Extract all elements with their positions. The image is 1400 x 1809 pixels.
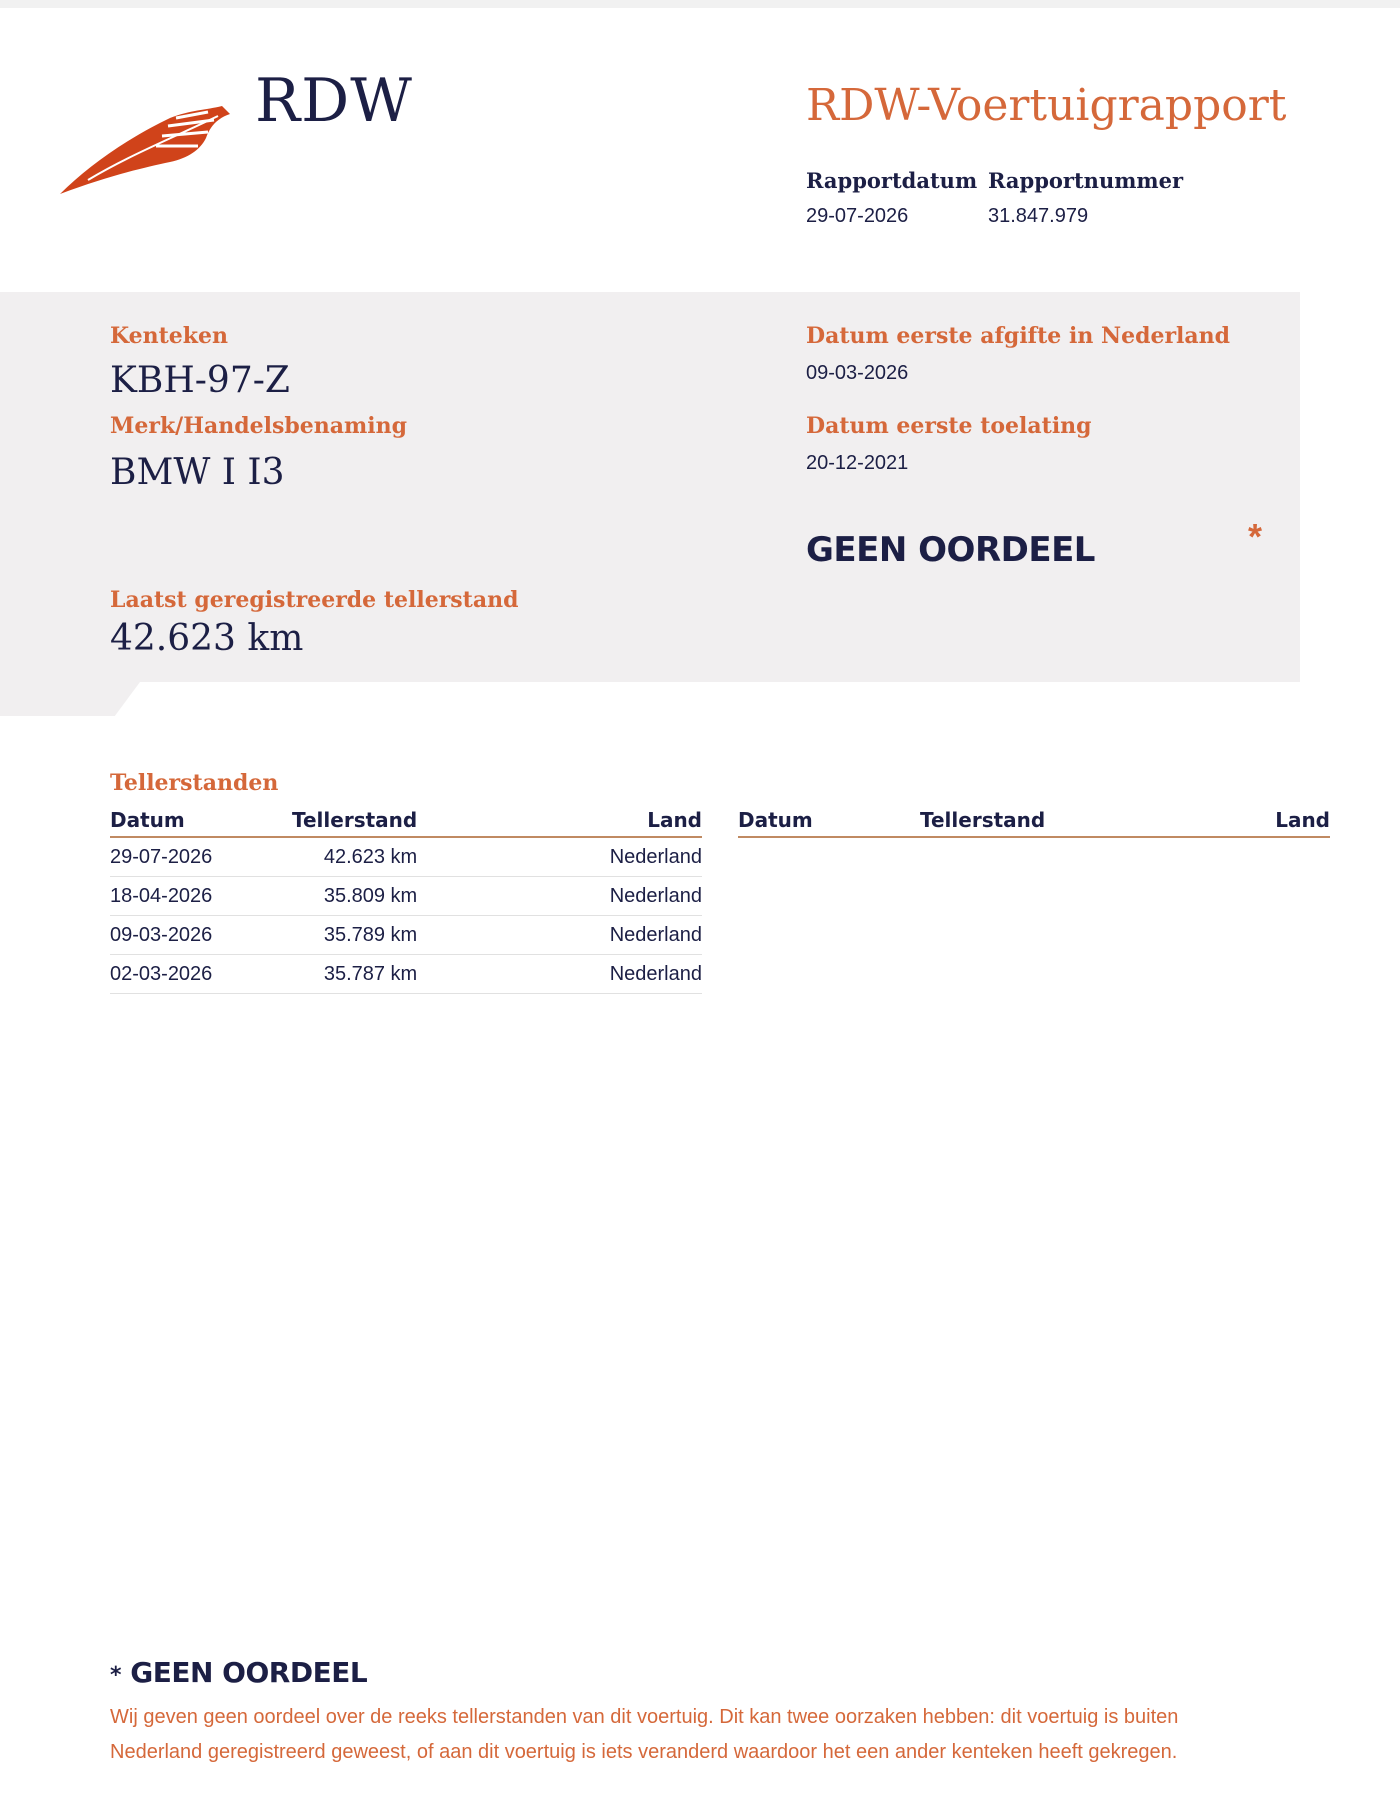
table-row — [110, 955, 702, 994]
row-km: 35.787 km — [292, 955, 417, 994]
row-km: 35.789 km — [292, 916, 417, 955]
first-admission-label: Datum eerste toelating — [806, 413, 1092, 439]
verdict-asterisk: * — [1248, 516, 1263, 557]
readings-table — [110, 806, 702, 994]
plate-value: KBH-97-Z — [110, 360, 290, 401]
report-number-label: Rapportnummer — [988, 168, 1184, 193]
row-date: 02-03-2026 — [110, 955, 292, 994]
footnote-text: Wij geven geen oordeel over de reeks tellerstanden van dit voertuig. Dit kan twee oorzaken hebben: dit voertuig is buiten Nederland geregistreerd geweest, of aan dit voertuig is iets veranderd waardoor het een ander kenteken heeft gekregen. — [110, 1706, 1179, 1763]
brand-label: Merk/Handelsbenaming — [110, 413, 408, 439]
table-header-row — [738, 806, 1330, 837]
report-date-label: Rapportdatum — [806, 168, 978, 193]
summary-panel-tab — [0, 682, 140, 716]
row-country: Nederland — [417, 955, 702, 994]
row-date: 09-03-2026 — [110, 916, 292, 955]
row-km: 42.623 km — [292, 837, 417, 877]
row-km: 35.809 km — [292, 877, 417, 916]
verdict: GEEN OORDEEL — [806, 530, 1095, 570]
odometer-value: 42.623 km — [110, 618, 304, 659]
table-row — [110, 837, 702, 877]
report-title: RDW-Voertuigrapport — [806, 80, 1287, 131]
row-date: 29-07-2026 — [110, 837, 292, 877]
col-km-header: Tellerstand — [292, 806, 417, 837]
readings-title: Tellerstanden — [110, 770, 279, 796]
plate-label: Kenteken — [110, 323, 229, 349]
table-header-row — [110, 806, 702, 837]
row-country: Nederland — [417, 877, 702, 916]
col-country-header: Land — [417, 806, 702, 837]
report-number: 31.847.979 — [988, 205, 1089, 227]
first-nl-value: 09-03-2026 — [806, 362, 909, 384]
col-km-header: Tellerstand — [920, 806, 1045, 837]
logo-text: RDW — [255, 66, 413, 136]
rdw-logo-icon — [58, 104, 233, 196]
row-country: Nederland — [417, 916, 702, 955]
first-nl-label: Datum eerste afgifte in Nederland — [806, 323, 1231, 349]
table-row — [110, 916, 702, 955]
report-date: 29-07-2026 — [806, 205, 909, 227]
top-strip — [0, 0, 1400, 8]
first-admission-value: 20-12-2021 — [806, 452, 909, 474]
footnote-asterisk: * — [110, 1663, 122, 1688]
footnote-title — [110, 1656, 367, 1689]
table-row — [110, 877, 702, 916]
odometer-label: Laatst geregistreerde tellerstand — [110, 587, 519, 613]
col-date-header: Datum — [110, 806, 292, 837]
row-date: 18-04-2026 — [110, 877, 292, 916]
col-date-header: Datum — [738, 806, 920, 837]
brand-value: BMW I I3 — [110, 452, 285, 493]
readings-table-right — [738, 806, 1330, 838]
col-country-header: Land — [1045, 806, 1330, 837]
row-country: Nederland — [417, 837, 702, 877]
footnote-title-text: GEEN OORDEEL — [130, 1656, 368, 1689]
